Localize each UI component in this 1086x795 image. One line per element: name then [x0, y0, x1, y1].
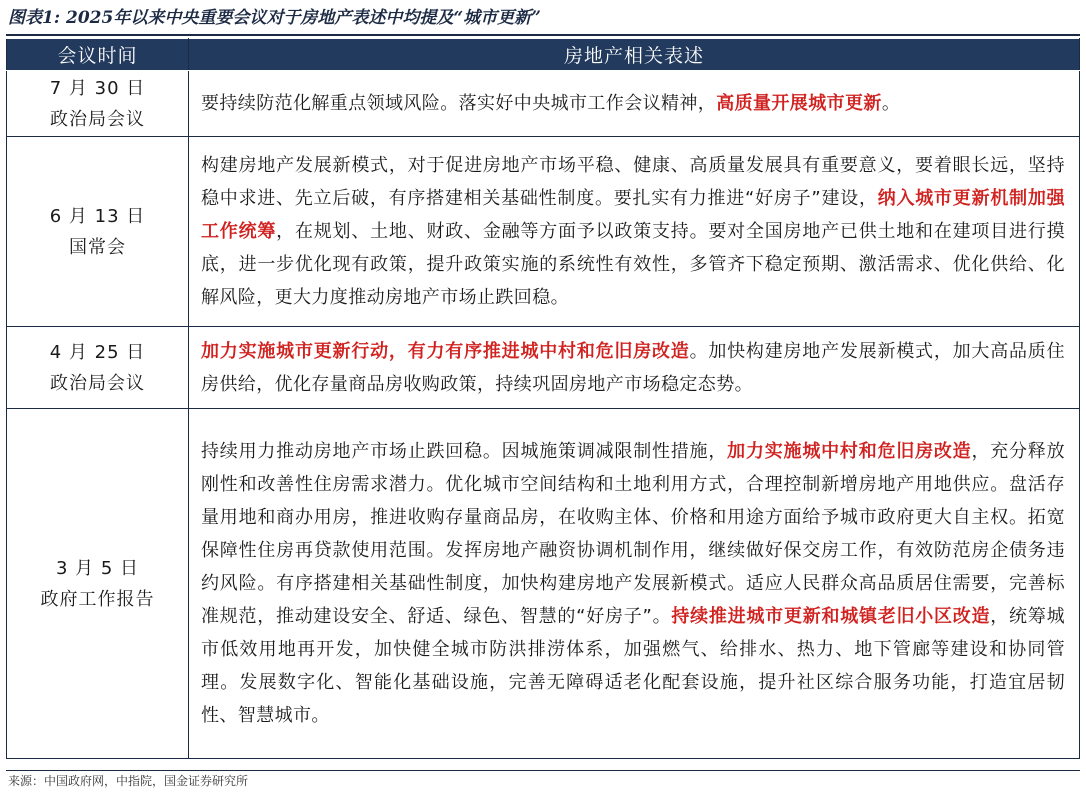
statement-text: 持续用力推动房地产市场止跌回稳。因城施策调减限制性措施，: [201, 441, 728, 462]
meeting-cell: [7, 137, 189, 327]
source-note: 来源：中国政府网，中指院，国金证券研究所: [8, 774, 249, 788]
meeting-date: 4 月 25 日: [49, 341, 146, 363]
statement-text: 要持续防范化解重点领域风险。落实好中央城市工作会议精神，: [201, 93, 717, 114]
statement-text: ，充分释放刚性和改善性住房需求潜力。优化城市空间结构和土地利用方式，合理控制新增房地产用地供应。盘活存量用地和商办用房，推进收购存量商品房，在收购主体、价格和用途方面给予城市政府更大自主权。拓宽保障性住房再贷款使用范围。发挥房地产融资协调机制作用，继续做好保交房工作，有效防范房企债务违约风险。有序搭建相关基础性制度，加快构建房地产发展新模式。适应人民群众高品质居住需要，完善标准规范，推动建设安全、舒适、绿色、智慧的“好房子”。: [201, 441, 1066, 627]
policy-statements-table: [6, 38, 1080, 759]
table-row: [7, 71, 1080, 137]
header-real-estate-statement: 房地产相关表述: [189, 39, 1080, 71]
table-row: [7, 409, 1080, 759]
meeting-cell: [7, 409, 189, 759]
meeting-cell: [7, 327, 189, 409]
meeting-date: 7 月 30 日: [49, 77, 146, 99]
table-header-row: [7, 39, 1080, 71]
statement-cell: [189, 71, 1080, 137]
highlighted-phrase: 持续推进城市更新和城镇老旧小区改造: [671, 606, 991, 627]
meeting-name: 政府工作报告: [40, 588, 155, 610]
highlighted-phrase: 高质量开展城市更新: [716, 93, 882, 114]
statement-cell: [189, 409, 1080, 759]
figure-caption: 图表1: 2025年以来中央重要会议对于房地产表述中均提及“城市更新”: [8, 8, 541, 28]
statement-text: ，在规划、土地、财政、金融等方面予以政策支持。要对全国房地产已供土地和在建项目进行摸底，进一步优化现有政策，提升政策实施的系统性有效性，多管齐下稳定预期、激活需求、优化供给、化解风险，更大力度推动房地产市场止跌回稳。: [201, 221, 1065, 308]
meeting-name: 国常会: [69, 236, 126, 258]
meeting-name: 政治局会议: [50, 108, 145, 130]
highlighted-phrase: 加力实施城市更新行动，有力有序推进城中村和危旧房改造: [201, 340, 690, 362]
statement-text: 。加快构建房地产发展新模式，加大高品质住房供给，优化存量商品房收购政策，持续巩固房地产市场稳定态势。: [201, 340, 1065, 395]
meeting-date: 6 月 13 日: [49, 205, 146, 227]
statement-text: 构建房地产发展新模式，对于促进房地产市场平稳、健康、高质量发展具有重要意义，要着眼长远，坚持稳中求进、先立后破，有序搭建相关基础性制度。要扎实有力推进“好房子”建设，: [201, 155, 1065, 209]
caption-divider: [6, 34, 1080, 36]
meeting-name: 政治局会议: [50, 372, 145, 394]
table-row: [7, 137, 1080, 327]
statement-cell: [189, 327, 1080, 409]
statement-cell: [189, 137, 1080, 327]
meeting-date: 3 月 5 日: [55, 557, 140, 579]
highlighted-phrase: 加力实施城中村和危旧房改造: [727, 441, 972, 462]
table-row: [7, 327, 1080, 409]
meeting-cell: [7, 71, 189, 137]
statement-text: ，统筹城市低效用地再开发，加快健全城市防洪排涝体系，加强燃气、给排水、热力、地下管廊等建设和协同管理。发展数字化、智能化基础设施，完善无障碍适老化配套设施，提升社区综合服务功能，打造宜居韧性、智慧城市。: [201, 606, 1065, 726]
source-divider: [6, 770, 1080, 771]
statement-text: 。: [881, 93, 901, 114]
header-meeting-time: 会议时间: [7, 39, 189, 71]
highlighted-phrase: 纳入城市更新机制加强工作统筹: [201, 188, 1066, 242]
